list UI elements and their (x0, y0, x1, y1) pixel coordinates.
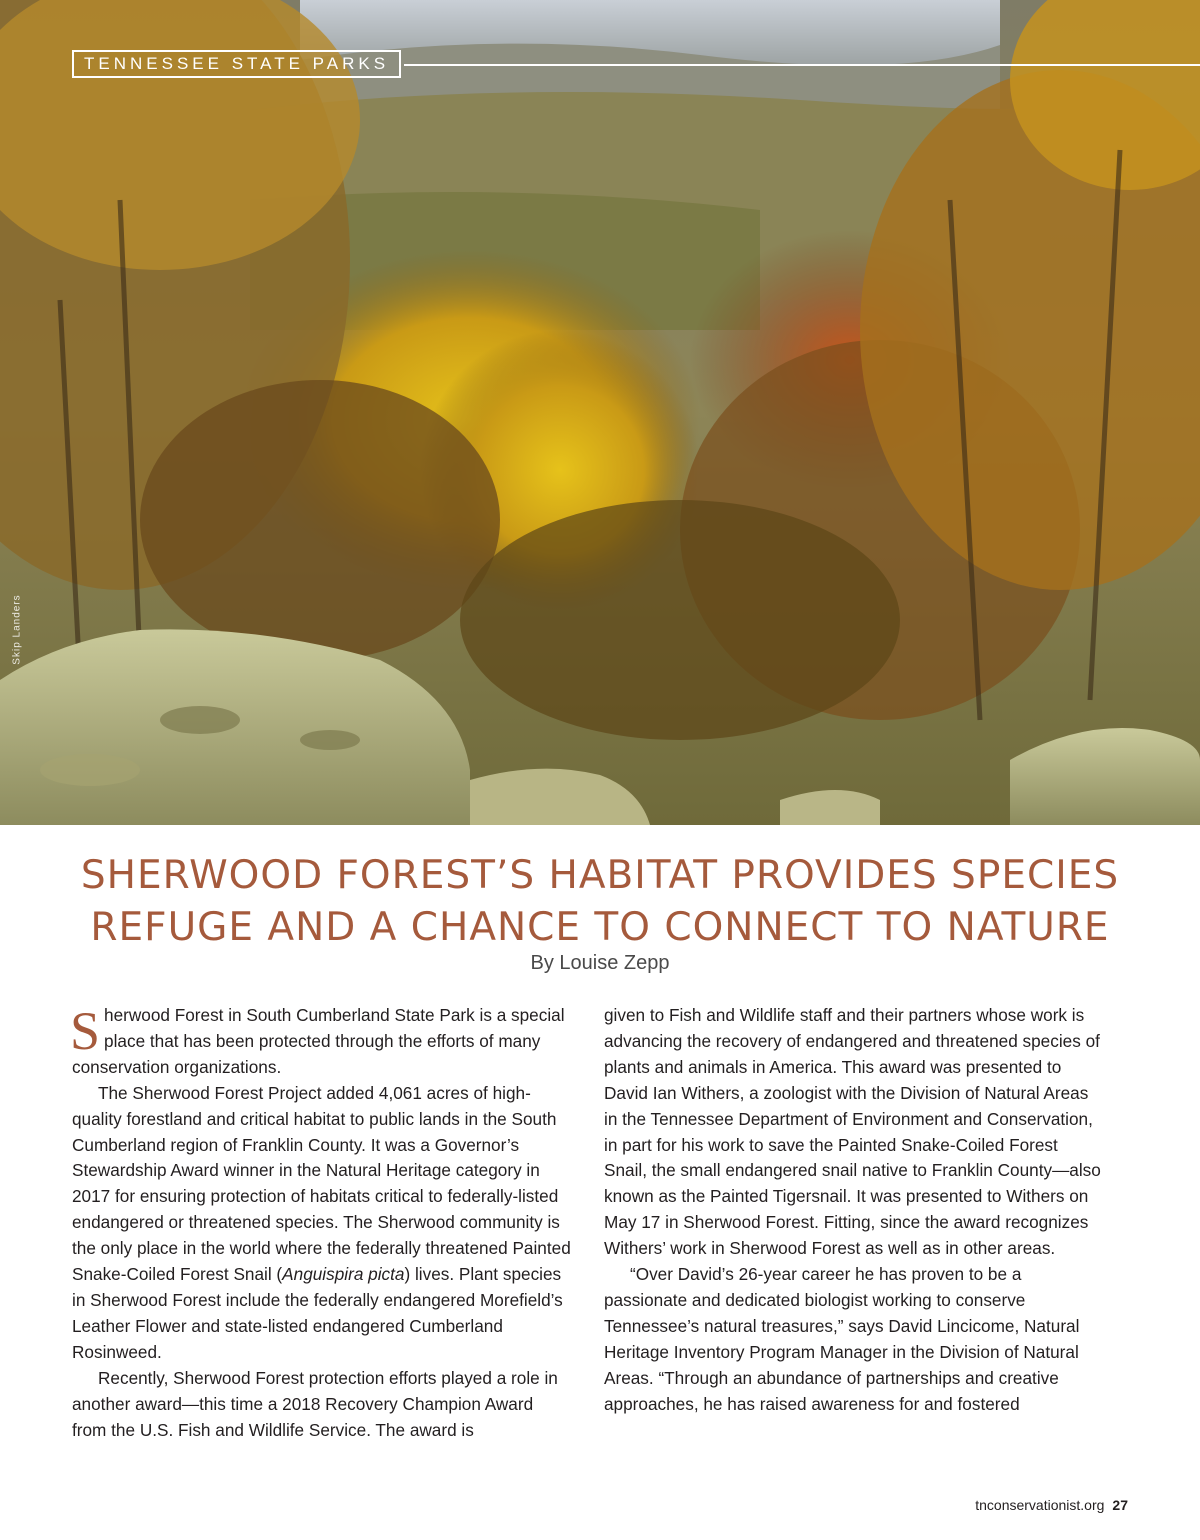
section-rule (404, 64, 1200, 66)
drop-cap: S (70, 1001, 101, 1061)
section-tag: TENNESSEE STATE PARKS (72, 50, 401, 78)
footer-site-link[interactable]: tnconservationist.org (975, 1497, 1105, 1513)
page-footer (975, 1497, 1128, 1513)
photo-credit: Skip Landers (11, 594, 23, 665)
paragraph-5: “Over David’s 26-year career he has proven to be a passionate and dedicated biologist working to conserve Tennessee’s natural treasures,” says David Lincicome, Natural Heritage Inventory Program Manager in the Division of Natural Areas. “Through an abundance of partnerships and creative approaches, he has raised awareness for and fostered (604, 1264, 1080, 1414)
page-number: 27 (1112, 1497, 1128, 1513)
paragraph-2-end: ) lives. Plant species in Sherwood Forest include the federally endangered Morefield’s Leather Flower and state-listed endangered Cumberland Rosinweed. (72, 1264, 563, 1362)
headline-line-2: REFUGE AND A CHANCE TO CONNECT TO NATURE (90, 905, 1110, 950)
body-column-left (72, 1003, 572, 1443)
paragraph-1 (72, 1003, 572, 1081)
paragraph-2-text: The Sherwood Forest Project added 4,061 acres of high-quality forestland and critical habitat to public lands in the South Cumberland region of Franklin County. It was a Governor’s Stewardship Award winner in the Natural Heritage category in 2017 for ensuring protection of habitats critical to federally-listed endangered or threatened species. The Sherwood community is the only place in the world where the federally threatened Painted Snake-Coiled Forest Snail ( (72, 1082, 571, 1285)
species-italic: Anguispira picta (282, 1264, 405, 1285)
paragraph-3: Recently, Sherwood Forest protection efforts played a role in another award—this time a 2018 Recovery Champion Award from the U.S. Fish and Wildlife Service. The award is (72, 1367, 558, 1440)
body-column-right (604, 1003, 1104, 1418)
paragraph-1-text: herwood Forest in South Cumberland State Park is a special place that has been protected through the efforts of many conservation organizations. (72, 1005, 565, 1077)
paragraph-4: given to Fish and Wildlife staff and their partners whose work is advancing the recovery of endangered and threatened species of plants and animals in America. This award was presented to David Ian Withers, a zoologist with the Division of Natural Areas in the Tennessee Department of Environment and Conservation, in part for his work to save the Painted Snake-Coiled Forest Snail, the small endangered snail native to Franklin County—also known as the Painted Tigersnail. It was presented to Withers on May 17 in Sherwood Forest. Fitting, since the award recognizes Withers’ work in Sherwood Forest as well as in other areas. (604, 1005, 1101, 1259)
article-headline (40, 850, 1160, 954)
paragraph-2 (72, 1081, 572, 1366)
headline-line-1: SHERWOOD FOREST’S HABITAT PROVIDES SPECIES (80, 853, 1120, 898)
byline: By Louise Zepp (530, 952, 670, 974)
